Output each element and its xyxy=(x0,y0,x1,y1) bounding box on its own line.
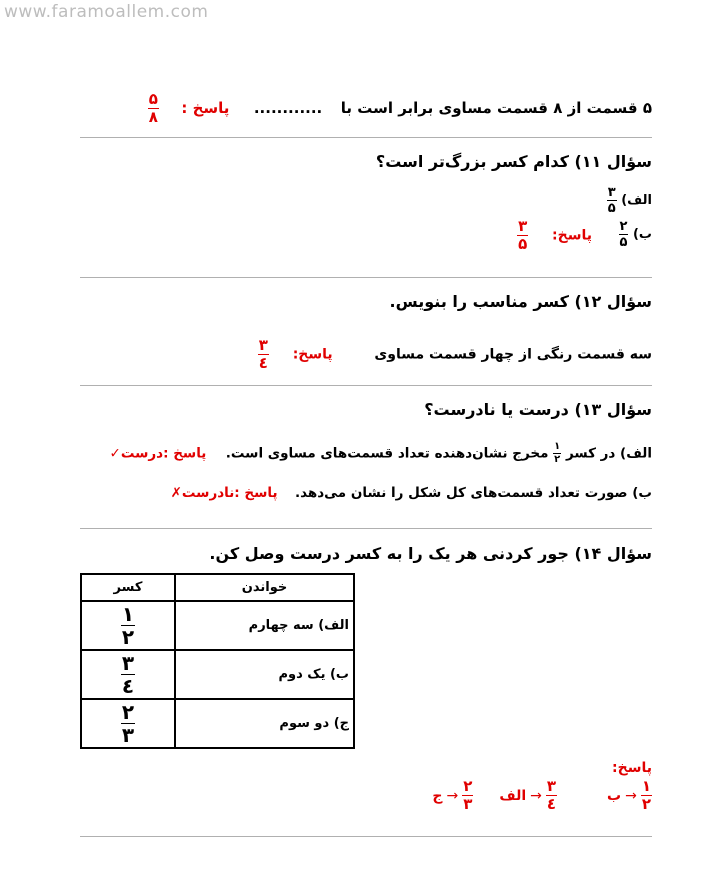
divider xyxy=(80,528,652,529)
fraction-denominator: ۲ xyxy=(641,795,651,813)
fraction-numerator: ۵ xyxy=(148,90,158,108)
question-14-title: سؤال ۱۴) جور کردنی هر یک را به کسر درست وصل کن. xyxy=(209,544,652,563)
answer-pair-3 xyxy=(432,779,473,812)
row-label: الف) سه چهارم xyxy=(175,601,354,650)
statement-dots: ............ xyxy=(253,99,323,117)
fraction-numerator: ۳ xyxy=(121,651,135,675)
fraction-denominator: ۸ xyxy=(148,108,158,126)
divider xyxy=(80,137,652,138)
divider xyxy=(80,277,652,278)
q13-a-prefix: الف) در کسر xyxy=(565,445,652,462)
answer-fraction xyxy=(641,779,652,812)
fraction-denominator: ۳ xyxy=(463,795,473,813)
q11-answer xyxy=(517,219,592,252)
answer-correct: پاسخ :درست✓ xyxy=(109,445,207,462)
table-row xyxy=(81,699,354,748)
option-label: ب) xyxy=(632,227,652,242)
fraction-numerator: ۱ xyxy=(641,777,651,795)
row-label: ج) دو سوم xyxy=(175,699,354,748)
column-header-fraction: کسر xyxy=(81,574,175,601)
answer-incorrect: پاسخ :نادرست✗ xyxy=(170,485,278,501)
row-label: ب) یک دوم xyxy=(175,650,354,699)
divider xyxy=(80,836,652,837)
row-fraction-cell xyxy=(81,650,175,699)
arrow-icon: → xyxy=(530,787,542,804)
fraction-denominator: ۵ xyxy=(607,201,616,216)
q13-b-text: ب) صورت تعداد قسمت‌های کل شکل را نشان می‌دهد. xyxy=(294,485,652,501)
question-12-title: سؤال ۱۲) کسر مناسب را بنویس. xyxy=(389,292,652,311)
q14-answer-label: پاسخ: xyxy=(612,760,652,776)
arrow-icon: → xyxy=(625,787,637,804)
answer-letter: ج xyxy=(432,787,443,804)
row-fraction xyxy=(121,604,135,647)
option-fraction xyxy=(619,220,629,249)
fraction-numerator: ۲ xyxy=(121,700,135,724)
answer-pair-2 xyxy=(499,779,557,812)
answer-label: پاسخ: xyxy=(552,227,592,244)
divider xyxy=(80,385,652,386)
answer-fraction xyxy=(148,92,159,125)
answer-fraction xyxy=(258,338,269,371)
statement-text: ۵ قسمت از ۸ قسمت مساوی برابر است با xyxy=(340,99,652,117)
q12-text: سه قسمت رنگی از چهار قسمت مساوی xyxy=(374,346,652,363)
answer-pair-1 xyxy=(607,779,652,812)
fraction-numerator: ۳ xyxy=(518,217,528,235)
fraction-numerator: ۳ xyxy=(546,777,557,795)
fraction-numerator: ۲ xyxy=(463,777,473,795)
arrow-icon: → xyxy=(446,787,459,804)
fraction-denominator: ۲ xyxy=(554,454,561,465)
row-fraction-cell xyxy=(81,601,175,650)
q14-answer-row xyxy=(432,779,652,812)
row-fraction xyxy=(121,702,135,745)
q13-item-b xyxy=(171,485,652,501)
row-fraction xyxy=(121,653,135,696)
option-label: الف) xyxy=(621,193,652,208)
row-fraction-cell xyxy=(81,699,175,748)
q13-item-a xyxy=(110,442,652,465)
answer-fraction xyxy=(517,219,528,252)
fraction-denominator: ٤ xyxy=(121,674,135,698)
fraction-denominator: ۲ xyxy=(121,625,135,649)
fraction-numerator: ۳ xyxy=(258,336,268,354)
fraction-numerator: ۱ xyxy=(121,602,135,626)
table-header-row xyxy=(81,574,354,601)
fraction-numerator: ۳ xyxy=(607,185,616,200)
fraction-denominator: ۵ xyxy=(518,235,528,253)
answer-fraction xyxy=(546,779,557,812)
answer-fraction xyxy=(462,779,473,812)
table-row xyxy=(81,601,354,650)
fraction-numerator: ۲ xyxy=(619,219,628,234)
answer-letter: الف xyxy=(499,787,527,804)
q12-statement xyxy=(258,338,652,371)
question-13-title: سؤال ۱۳) درست یا نادرست؟ xyxy=(424,400,652,419)
fraction-denominator: ٤ xyxy=(546,795,557,813)
q13-a-suffix: مخرج نشان‌دهنده تعداد قسمت‌های مساوی است. xyxy=(225,445,549,462)
option-fraction xyxy=(607,186,617,215)
fraction-numerator: ۱ xyxy=(554,441,561,452)
fraction-denominator: ۳ xyxy=(121,723,135,747)
answer-letter: ب xyxy=(607,787,622,804)
q11-option-a xyxy=(607,186,652,215)
answer-label: پاسخ : xyxy=(181,99,230,117)
fraction-denominator: ٤ xyxy=(258,354,268,372)
q11-option-b xyxy=(619,220,652,249)
fraction-denominator: ۵ xyxy=(619,235,628,250)
statement-5-of-8 xyxy=(148,92,652,125)
inline-fraction xyxy=(553,442,561,465)
table-row xyxy=(81,650,354,699)
watermark-text: www.faramoallem.com xyxy=(4,2,209,22)
column-header-read: خواندن xyxy=(175,574,354,601)
matching-table xyxy=(80,573,355,749)
question-11-title: سؤال ۱۱) کدام کسر بزرگ‌تر است؟ xyxy=(375,152,652,171)
answer-label: پاسخ: xyxy=(292,346,333,363)
